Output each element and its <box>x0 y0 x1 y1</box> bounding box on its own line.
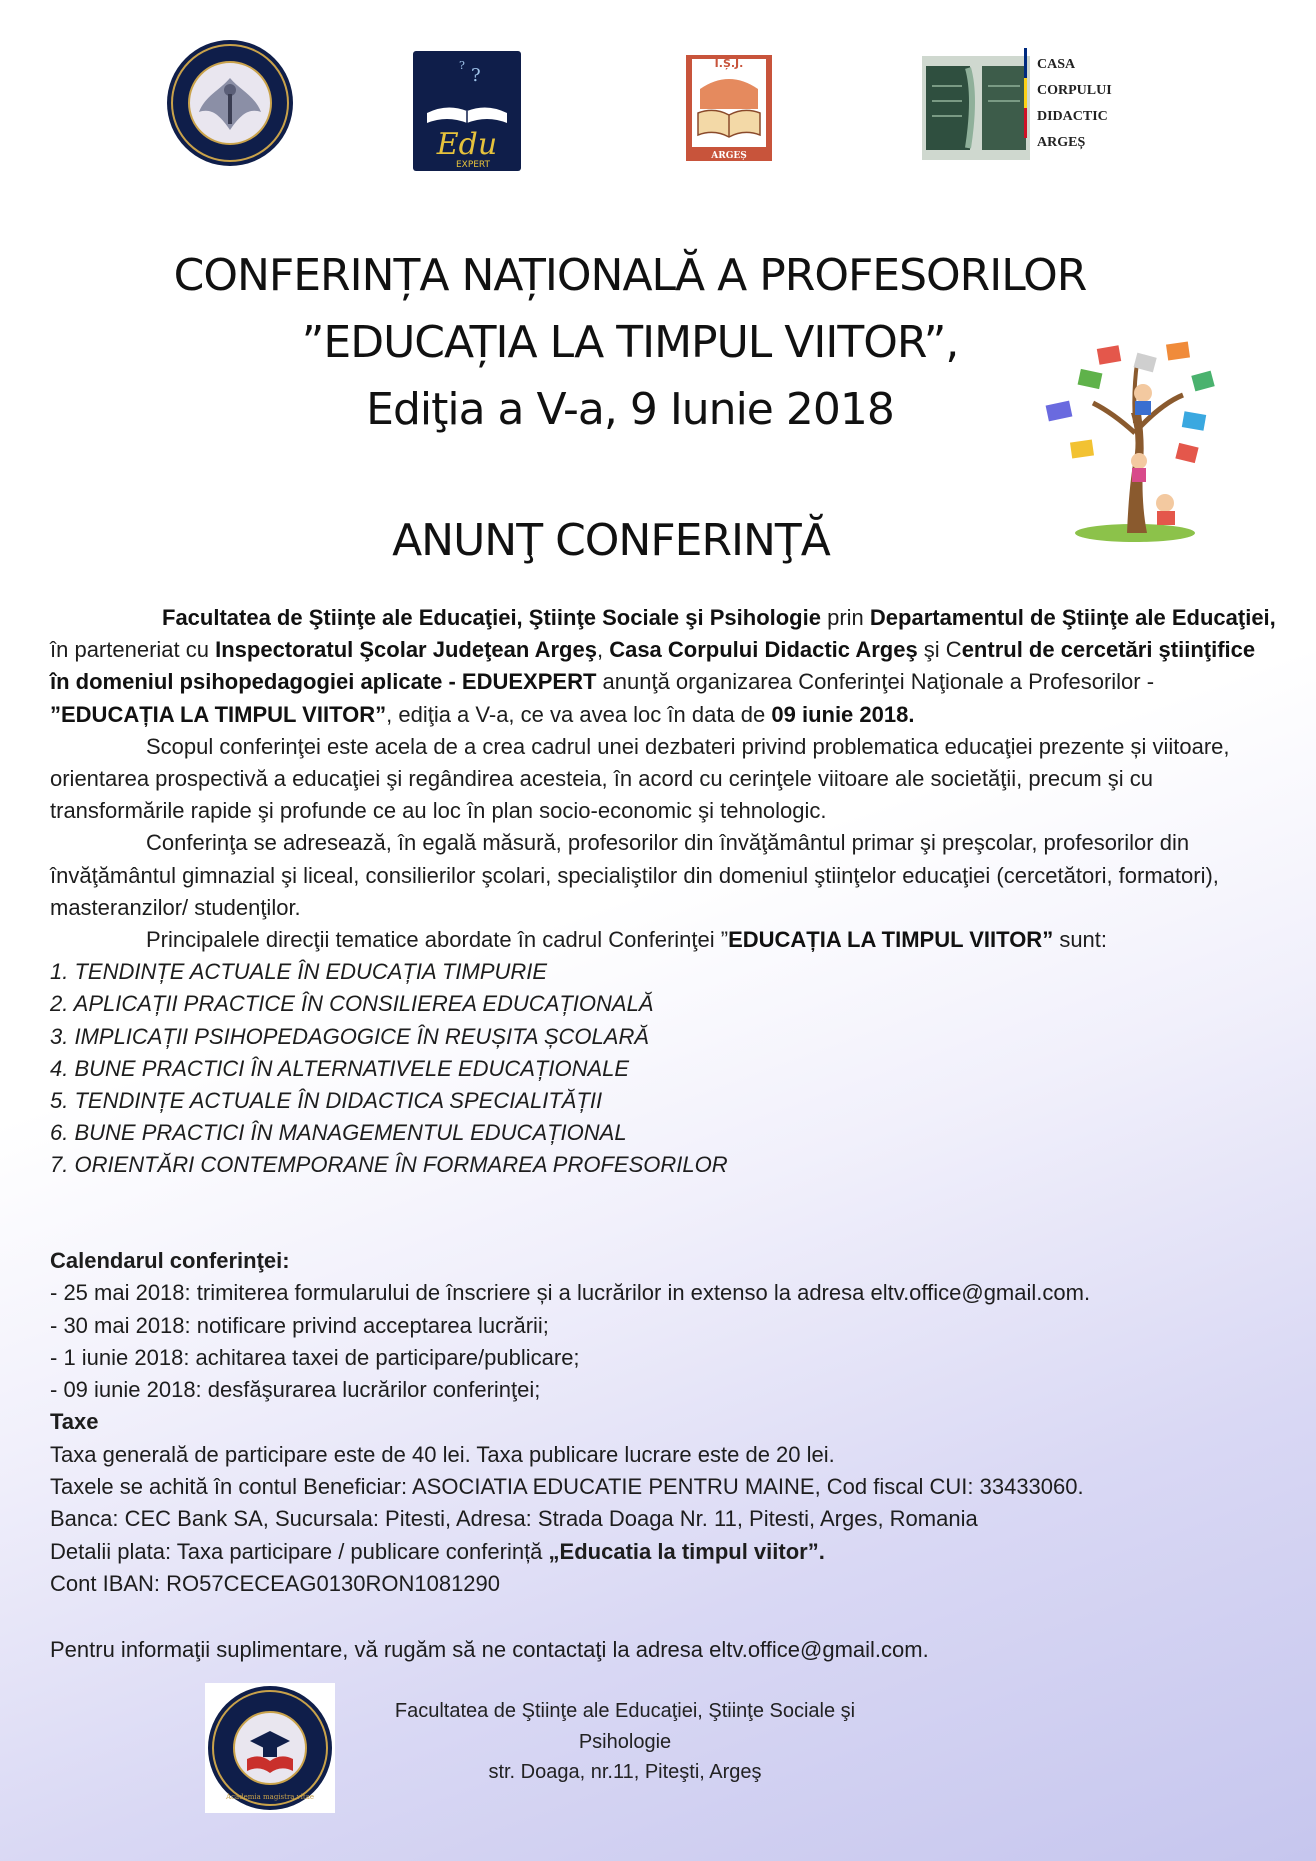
footer-address <box>380 1696 870 1788</box>
flag-stripe-red <box>1024 108 1027 138</box>
faculty-emblem-logo <box>205 1683 335 1813</box>
conference-date: 09 iunie 2018. <box>771 701 915 727</box>
flag-stripe-yellow <box>1024 78 1027 108</box>
topic-item: 1. TENDINȚE ACTUALE ÎN EDUCAȚIA TIMPURIE <box>50 959 548 985</box>
edu-logo-sub: EXPERT <box>455 160 491 170</box>
announcement-heading: ANUNŢ CONFERINŢĂ <box>392 515 830 566</box>
ccd-line: CASA <box>1037 57 1076 72</box>
edu-logo-main: Edu <box>436 127 498 162</box>
text-segment: , <box>596 637 610 663</box>
topic-item: 4. BUNE PRACTICI ÎN ALTERNATIVELE EDUCAȚIONALE <box>50 1055 630 1081</box>
taxes-line: Taxele se achită în contul Beneficiar: ASOCIATIA EDUCATIE PENTRU MAINE, Cod fiscal CUI: 33433060. <box>50 1474 1084 1500</box>
eduexpert-logo <box>413 51 521 171</box>
department-name: Departamentul de Ştiinţe ale Educaţiei, <box>869 605 1276 630</box>
isj-arges-logo <box>680 51 778 166</box>
topic-item: 7. ORIENTĂRI CONTEMPORANE ÎN FORMAREA PROFESORILOR <box>50 1152 728 1178</box>
main-body <box>50 602 1276 1182</box>
ccd-emblem-graphic <box>922 56 1030 160</box>
topic-item: 2. APLICAȚII PRACTICE ÎN CONSILIEREA EDUCAȚIONALĂ <box>50 991 654 1017</box>
footer-line: Facultatea de Ştiinţe ale Educaţiei, Ştiinţe Sociale şi <box>394 1700 856 1722</box>
topic-item: 6. BUNE PRACTICI ÎN MANAGEMENTUL EDUCAȚIONAL <box>50 1120 627 1146</box>
text-segment: anunţă organizarea Conferinţei Naţionale a Profesorilor - <box>596 669 1155 695</box>
svg-text:?: ? <box>459 59 465 72</box>
conference-name-bold: EDUCAȚIA LA TIMPUL VIITOR” <box>728 927 1054 953</box>
calendar-section <box>50 1245 1276 1600</box>
payment-details <box>50 1536 1276 1568</box>
contact-line: Pentru informaţii suplimentare, vă rugăm să ne contactaţi la adresa eltv.office@gmail.com. <box>50 1637 929 1662</box>
text-segment: Principalele direcţii tematice abordate în cadrul Conferinţei ” <box>146 927 729 953</box>
isj-logo-top: I.Ș.J. <box>714 57 744 70</box>
text-segment: şi C <box>917 637 962 663</box>
taxes-heading: Taxe <box>50 1409 99 1435</box>
title-line-2: ”EDUCAȚIA LA TIMPUL VIITOR”, <box>301 317 959 368</box>
conference-name: ”EDUCAȚIA LA TIMPUL VIITOR” <box>50 701 387 727</box>
ccd-line: CORPULUI <box>1037 83 1112 98</box>
audience-paragraph: Conferinţa se adresează, în egală măsură, profesorilor din învăţământul primar şi preşcolar, profesorilor din învăţământul gimnazial şi liceal, consilierilor şcolari, specialiştilor din domeniul ştiinţelor educaţiei (cercetători, formatori), masteranzilor/ studenţilor. <box>50 830 1219 920</box>
payment-reference: „Educatia la timpul viitor”. <box>548 1538 825 1564</box>
isj-name: Inspectoratul Şcolar Judeţean Argeş <box>215 637 597 663</box>
calendar-item: - 09 iunie 2018: desfăşurarea lucrărilor conferinţei; <box>50 1377 541 1403</box>
taxes-line: Taxa generală de participare este de 40 lei. Taxa publicare lucrare este de 20 lei. <box>50 1441 835 1467</box>
faculty-name: Facultatea de Ştiinţe ale Educaţiei, Ştiinţe Sociale şi Psihologie <box>162 605 821 630</box>
taxes-line: Banca: CEC Bank SA, Sucursala: Pitesti, Adresa: Strada Doaga Nr. 11, Pitesti, Arges, Romania <box>50 1506 978 1532</box>
research-center-name: entrul de cercetări ştiinţifice în domeniul psihopedagogiei aplicate - EDUEXPERT <box>50 637 1256 695</box>
iban-line: Cont IBAN: RO57CECEAG0130RON1081290 <box>50 1570 501 1596</box>
fac-logo-motto: Academia magistra vitae <box>225 1793 315 1801</box>
ccd-line: ARGEȘ <box>1037 135 1086 150</box>
ccd-logo-text <box>1037 52 1142 156</box>
topic-item: 3. IMPLICAȚII PSIHOPEDAGOGICE ÎN REUȘITA ȘCOLARĂ <box>50 1023 650 1049</box>
topics-intro <box>50 924 1276 956</box>
topic-list <box>50 956 1276 1181</box>
text-segment: Detalii plata: Taxa participare / publicare conferință <box>50 1538 549 1564</box>
isj-logo-bottom: ARGEȘ <box>711 151 747 161</box>
text-segment: sunt: <box>1053 927 1108 953</box>
text-segment: , ediţia a V-a, ce va avea loc în data de <box>386 701 772 727</box>
purpose-paragraph: Scopul conferinţei este acela de a crea cadrul unei dezbateri privind problematica educaţiei prezente și viitoare, orientarea prospectivă a educaţiei şi regândirea acesteia, în acord cu cerinţele viitoare ale societăţii, precum şi cu transformările rapide şi profunde ce au loc în plan socio-economic şi tehnologic. <box>50 733 1230 824</box>
title-line-1: CONFERINȚA NAȚIONALĂ A PROFESORILOR <box>173 250 1087 301</box>
footer-line: str. Doaga, nr.11, Piteşti, Argeş <box>488 1761 762 1783</box>
university-pitesti-logo <box>165 38 295 168</box>
casa-corpului-didactic-logo <box>922 48 1144 168</box>
ccd-name: Casa Corpului Didactic Argeş <box>609 637 918 663</box>
title-line-3: Ediţia a V-a, 9 Iunie 2018 <box>366 384 894 435</box>
footer-line: Psihologie <box>578 1730 672 1753</box>
svg-text:?: ? <box>471 65 481 86</box>
intro-paragraph <box>50 602 1276 731</box>
text-segment: prin <box>820 605 870 630</box>
calendar-heading: Calendarul conferinţei: <box>50 1248 290 1273</box>
text-segment: în parteneriat cu <box>50 637 216 663</box>
ccd-line: DIDACTIC <box>1037 109 1108 124</box>
calendar-item: - 1 iunie 2018: achitarea taxei de participare/publicare; <box>50 1344 580 1370</box>
topic-item: 5. TENDINȚE ACTUALE ÎN DIDACTICA SPECIALITĂȚII <box>50 1088 603 1114</box>
calendar-item: - 30 mai 2018: notificare privind acceptarea lucrării; <box>50 1312 549 1338</box>
calendar-item: - 25 mai 2018: trimiterea formularului de înscriere și a lucrărilor in extenso la adresa eltv.office@gmail.com. <box>50 1280 1091 1306</box>
flag-stripe-blue <box>1024 48 1027 78</box>
